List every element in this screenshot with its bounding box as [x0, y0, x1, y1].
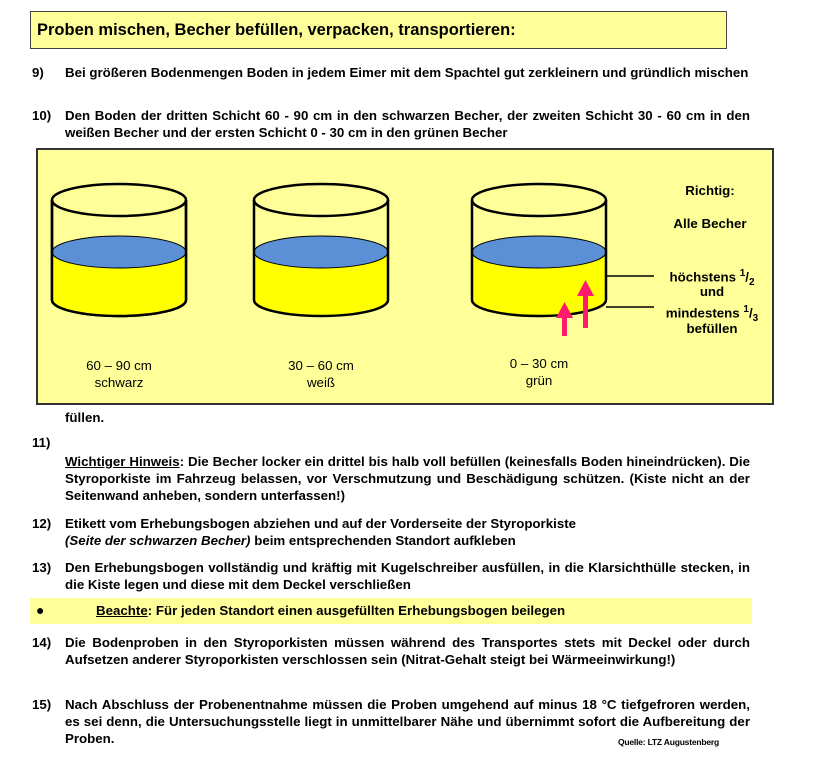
cup-depth: 0 – 30 cm: [509, 356, 569, 371]
note-label: Beachte: [96, 603, 148, 618]
step-12: [32, 515, 750, 549]
step-12-line1: Etikett vom Erhebungsbogen abziehen und auf der Vorderseite der Styroporkiste: [65, 516, 577, 531]
richtig-label: Richtig:: [685, 183, 735, 198]
cup-depth: 30 – 60 cm: [288, 358, 354, 373]
max-fill-text: höchstens: [669, 269, 736, 285]
step-10: [32, 107, 750, 141]
note-box: [30, 598, 752, 624]
cup-color: schwarz: [94, 375, 144, 390]
all-cups-label: Alle Becher: [673, 216, 747, 231]
step-text: [65, 434, 750, 504]
min-fraction-den: 3: [752, 313, 759, 325]
fill-label: befüllen: [686, 321, 738, 336]
step-10-tail: [32, 409, 750, 426]
step-number: 15): [32, 697, 52, 712]
max-fill-label: höchstens $^1/_2$: [669, 268, 755, 289]
cup-label-green: [469, 355, 609, 389]
step-number: 12): [32, 516, 52, 531]
and-label: und: [699, 284, 725, 299]
step-number: 11): [32, 435, 51, 450]
step-number: 9): [32, 65, 44, 80]
step-12-italic: (Seite der schwarzen Becher): [65, 533, 251, 548]
step-12-line2: beim entsprechenden Standort aufkleben: [250, 533, 516, 548]
note-text: [96, 603, 565, 618]
step-text: [65, 515, 750, 549]
step-number: 10): [32, 108, 52, 123]
step-text: Bei größeren Bodenmengen Boden in jedem Eimer mit dem Spachtel gut zerkleinern und gründlich mischen: [65, 65, 749, 80]
step-text: Die Bodenproben in den Styroporkisten müssen während des Transportes stets mit Deckel oder durch Aufsetzen anderer Styroporkisten verschlossen sein (Nitrat-Gehalt steigt bei Wärmeeinwirkung!): [65, 635, 750, 667]
important-hint-label: Wichtiger Hinweis: [65, 454, 180, 469]
step-number: 14): [32, 635, 52, 650]
step-11: [32, 434, 750, 504]
step-text: Den Erhebungsbogen vollständig und kräftig mit Kugelschreiber ausfüllen, in die Klarsichthülle stecken, in die Kiste legen und diese mit dem Deckel verschließen: [65, 560, 750, 592]
min-fraction-num: 1: [743, 304, 749, 315]
min-fill-label: mindestens $^1/_3$: [665, 304, 759, 325]
bullet: ●: [36, 602, 45, 618]
cup-color: weiß: [306, 375, 336, 390]
step-text: Den Boden der dritten Schicht 60 - 90 cm in den schwarzen Becher, der zweiten Schicht 30 - 60 cm in den weißen Becher und der ersten Schicht 0 - 30 cm in den grünen Becher: [65, 108, 750, 140]
page-title: Proben mischen, Becher befüllen, verpacken, transportieren:: [30, 11, 727, 49]
cup-color: grün: [525, 373, 553, 388]
cup-black: [52, 184, 186, 316]
note-body: : Für jeden Standort einen ausgefüllten Erhebungsbogen beilegen: [147, 603, 566, 618]
cup-fill-figure: [36, 148, 774, 405]
cup-label-white: [251, 357, 391, 391]
cup-label-black: [49, 357, 189, 391]
step-number: 13): [32, 560, 52, 575]
step-9: [32, 64, 750, 81]
max-fraction-num: 1: [739, 268, 746, 279]
step-14: [32, 634, 750, 668]
important-hint-text: : Die Becher locker ein drittel bis halb voll befüllen (keinesfalls Boden hineindrücken). Die Styroporkiste im Fahrzeug belassen, vor Verschmutzung und Beschädigung schützen. (Kiste nicht an der Seitenwand anheben, sondern unterfassen!): [65, 454, 750, 503]
cup-depth: 60 – 90 cm: [86, 358, 152, 373]
source-credit: Quelle: LTZ Augustenberg: [618, 737, 719, 747]
min-fill-text: mindestens: [665, 305, 740, 321]
step-13: [32, 559, 750, 593]
cup-white: [254, 184, 388, 316]
max-fraction-den: 2: [748, 277, 755, 289]
step-text: Nach Abschluss der Probenentnahme müssen die Proben umgehend auf minus 18 °C tiefgefroren werden, es sei denn, die Untersuchungsstelle liegt in unmittelbarer Nähe und übernimmt sofort die Aufbereitung der Proben.: [65, 697, 750, 746]
step-text: füllen.: [65, 410, 105, 425]
